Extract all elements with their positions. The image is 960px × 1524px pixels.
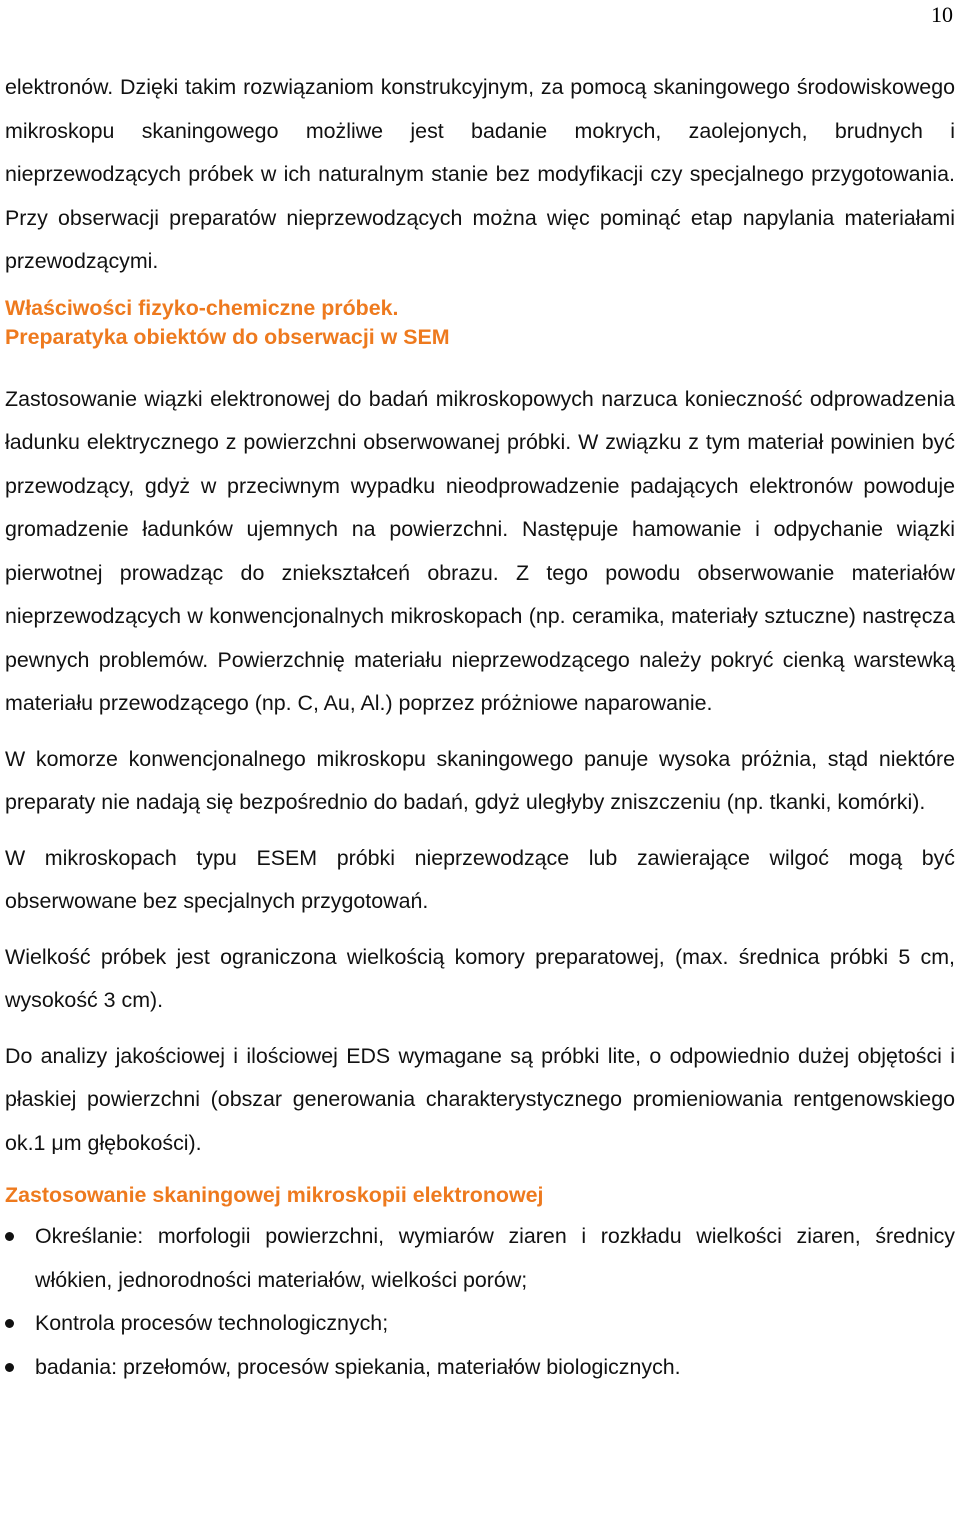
section-heading-properties: Właściwości fizyko-chemiczne próbek.	[5, 295, 399, 320]
paragraph-sample-size: Wielkość próbek jest ograniczona wielkością komory preparatowej, (max. średnica próbki 5 cm, wysokość 3 cm).	[5, 944, 955, 1012]
paragraph-esem: W mikroskopach typu ESEM próbki nieprzewodzące lub zawierające wilgoć mogą być obserwowane bez specjalnych przygotowań.	[5, 845, 955, 913]
bullet-icon	[5, 1232, 14, 1241]
list-item	[5, 1302, 955, 1346]
intro-paragraph: elektronów. Dzięki takim rozwiązaniom konstrukcyjnym, za pomocą skaningowego środowiskowego mikroskopu skaningowego możliwe jest badanie mokrych, zaolejonych, brudnych i nieprzewodzących próbek w ich naturalnym stanie bez modyfikacji czy specjalnego przygotowania. Przy obserwacji preparatów nieprzewodzących można więc pominąć etap napylania materiałami przewodzącymi.	[5, 75, 955, 273]
page-number: 10	[931, 2, 953, 27]
list-item	[5, 1215, 955, 1302]
paragraph-charge-removal: Zastosowanie wiązki elektronowej do badań mikroskopowych narzuca konieczność odprowadzenia ładunku elektrycznego z powierzchni obserwowanej próbki. W związku z tym materiał powinien być przewodzący, gdyż w przeciwnym wypadku nieodprowadzenie padających elektronów powoduje gromadzenie ładunków ujemnych na powierzchni. Następuje hamowanie i odpychanie wiązki pierwotnej prowadząc do zniekształceń obrazu. Z tego powodu obserwowanie materiałów nieprzewodzących w konwencjonalnych mikroskopach (np. ceramika, materiały sztuczne) nastręcza pewnych problemów. Powierzchnię materiału nieprzewodzącego należy pokryć cienką warstewką materiału przewodzącego (np. C, Au, Al.) poprzez próżniowe naparowanie.	[5, 386, 955, 715]
paragraph-eds-analysis: Do analizy jakościowej i ilościowej EDS wymagane są próbki lite, o odpowiednio dużej objętości i płaskiej powierzchni (obszar generowania charakterystycznego promieniowania rentgenowskiego ok.1 μm głębokości).	[5, 1043, 955, 1155]
applications-list	[5, 1215, 955, 1389]
section-heading-applications: Zastosowanie skaningowej mikroskopii elektronowej	[5, 1183, 544, 1207]
bullet-icon	[5, 1363, 14, 1372]
list-item	[5, 1346, 955, 1390]
list-item-text: Określanie: morfologii powierzchni, wymiarów ziaren i rozkładu wielkości ziaren, średnicy włókien, jednorodności materiałów, wielkości porów;	[35, 1224, 955, 1292]
list-item-text: badania: przełomów, procesów spiekania, materiałów biologicznych.	[35, 1354, 681, 1379]
section-heading-preparation: Preparatyka obiektów do obserwacji w SEM	[5, 324, 450, 349]
bullet-icon	[5, 1319, 14, 1328]
list-item-text: Kontrola procesów technologicznych;	[35, 1311, 389, 1335]
paragraph-vacuum-chamber: W komorze konwencjonalnego mikroskopu skaningowego panuje wysoka próżnia, stąd niektóre preparaty nie nadają się bezpośrednio do badań, gdyż uległyby zniszczeniu (np. tkanki, komórki).	[5, 746, 955, 814]
document-body	[5, 66, 955, 1389]
